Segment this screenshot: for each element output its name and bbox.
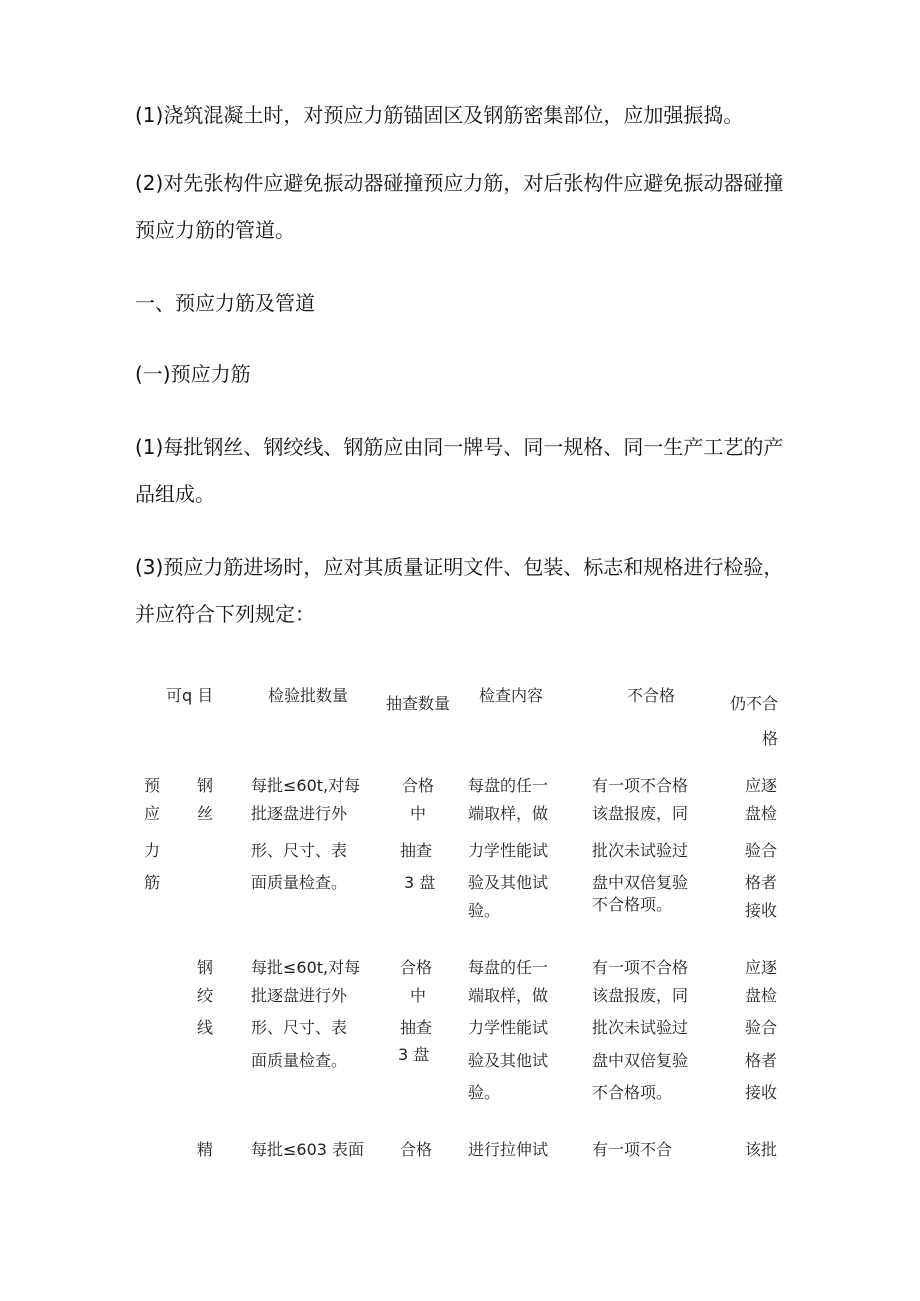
content-line: 验及其他试 [468, 873, 549, 892]
fail-line: 盘中双倍复验 [592, 873, 689, 892]
category-char: 筋 [144, 873, 161, 892]
category-char: 力 [144, 841, 161, 860]
sample-line: 合格 [402, 776, 435, 795]
fail-line: 该盘报废，同 [592, 804, 689, 823]
sample-line: 抽查 [400, 841, 433, 860]
sample-line: 中 [410, 986, 427, 1005]
content-line: 验。 [468, 901, 501, 920]
content-line: 验。 [468, 1083, 501, 1102]
fail-line: 批次未试验过 [592, 841, 689, 860]
paragraph-4-line-2: 并应符合下列规定： [135, 602, 315, 626]
paragraph-4-line-1: (3)预应力筋进场时，应对其质量证明文件、包装、标志和规格进行检验， [135, 555, 784, 579]
fail-line: 有一项不合 [592, 1140, 673, 1159]
still-line: 应逐 [745, 958, 778, 977]
header-still-unqualified-2: 格 [762, 729, 779, 748]
still-line: 格者 [745, 873, 778, 892]
content-line: 验及其他试 [468, 1051, 549, 1070]
batch-line: 批逐盘进行外 [251, 804, 348, 823]
category-char: 应 [144, 804, 161, 823]
header-sample-quantity: 抽查数量 [386, 694, 451, 713]
content-line: 端取样，做 [468, 986, 549, 1005]
batch-line: 面质量检查。 [251, 873, 348, 892]
batch-line: 每批≤603 表面 [251, 1140, 365, 1159]
still-line: 该批 [745, 1140, 778, 1159]
content-line: 端取样，做 [468, 804, 549, 823]
still-line: 验合 [745, 841, 778, 860]
header-item: 可q 目 [166, 686, 214, 705]
still-line: 应逐 [745, 776, 778, 795]
sample-line: 3 盘 [398, 1045, 430, 1064]
row-type: 精 [197, 1140, 214, 1159]
header-still-unqualified-1: 仍不合 [730, 694, 779, 713]
fail-line: 不合格项。 [592, 1083, 673, 1102]
header-unqualified: 不合格 [627, 686, 676, 705]
batch-line: 批逐盘进行外 [251, 986, 348, 1005]
content-line: 力学性能试 [468, 1018, 549, 1037]
header-check-content: 检查内容 [479, 686, 544, 705]
still-line: 盘检 [745, 986, 778, 1005]
paragraph-3-line-1: (1)每批钢丝、钢绞线、钢筋应由同一牌号、同一规格、同一生产工艺的产 [135, 435, 784, 459]
still-line: 接收 [745, 1083, 778, 1102]
fail-line: 不合格项。 [592, 895, 673, 914]
content-line: 力学性能试 [468, 841, 549, 860]
sample-line: 合格 [400, 1140, 433, 1159]
sample-line: 抽查 [400, 1018, 433, 1037]
fail-line: 有一项不合格 [592, 776, 689, 795]
header-batch-quantity: 检验批数量 [268, 686, 349, 705]
paragraph-1: (1)浇筑混凝土时，对预应力筋锚固区及钢筋密集部位，应加强振捣。 [135, 103, 744, 127]
row-type: 绞 [197, 986, 214, 1005]
row-type: 线 [197, 1018, 214, 1037]
subsection-heading: (一)预应力筋 [135, 362, 251, 386]
content-line: 每盘的任一 [468, 776, 549, 795]
sample-line: 合格 [400, 958, 433, 977]
sample-line: 3 盘 [404, 873, 436, 892]
paragraph-2-line-1: (2)对先张构件应避免振动器碰撞预应力筋，对后张构件应避免振动器碰撞 [135, 171, 784, 195]
batch-line: 每批≤60t,对每 [251, 776, 361, 795]
still-line: 盘检 [745, 804, 778, 823]
section-heading: 一、预应力筋及管道 [135, 291, 315, 315]
row-type: 丝 [197, 804, 214, 823]
paragraph-3-line-2: 品组成。 [135, 482, 215, 506]
fail-line: 有一项不合格 [592, 958, 689, 977]
still-line: 验合 [745, 1018, 778, 1037]
sample-line: 中 [410, 804, 427, 823]
content-line: 每盘的任一 [468, 958, 549, 977]
category-char: 预 [144, 776, 161, 795]
still-line: 格者 [745, 1051, 778, 1070]
batch-line: 形、尺寸、表 [251, 1018, 348, 1037]
paragraph-2-line-2: 预应力筋的管道。 [135, 218, 295, 242]
row-type: 钢 [197, 958, 214, 977]
fail-line: 批次未试验过 [592, 1018, 689, 1037]
batch-line: 形、尺寸、表 [251, 841, 348, 860]
fail-line: 盘中双倍复验 [592, 1051, 689, 1070]
batch-line: 面质量检查。 [251, 1051, 348, 1070]
still-line: 接收 [745, 901, 778, 920]
batch-line: 每批≤60t,对每 [251, 958, 361, 977]
fail-line: 该盘报废，同 [592, 986, 689, 1005]
row-type: 钢 [197, 776, 214, 795]
content-line: 进行拉伸试 [468, 1140, 549, 1159]
